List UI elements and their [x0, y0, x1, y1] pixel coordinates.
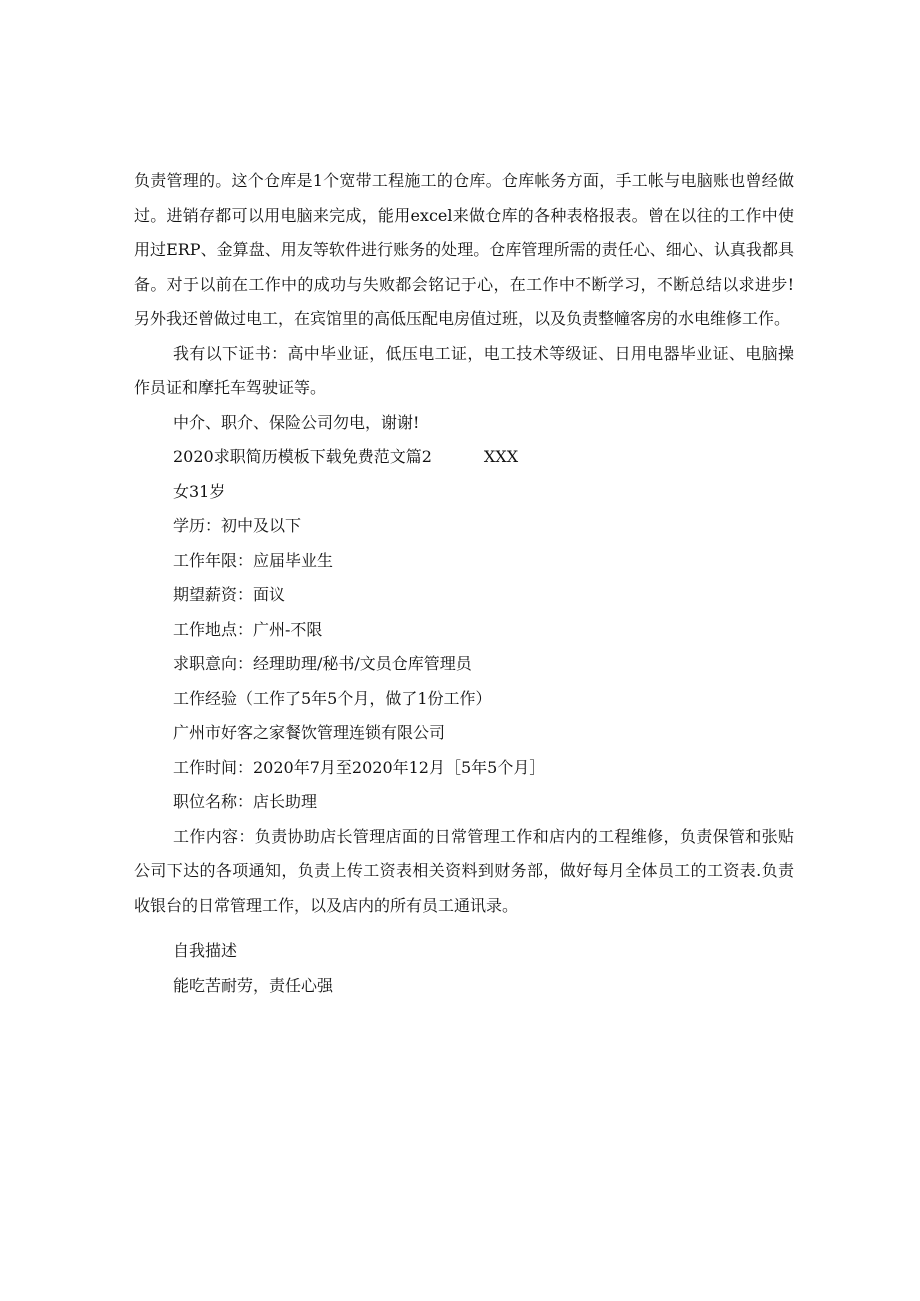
work-years: 工作年限：应届毕业生	[173, 550, 334, 570]
work-experience: 工作经验（工作了5年5个月，做了1份工作）	[173, 688, 492, 708]
job-intent: 求职意向：经理助理/秘书/文员仓库管理员	[173, 654, 472, 673]
self-description-heading: 自我描述	[173, 941, 238, 960]
expected-salary: 期望薪资：面议	[173, 585, 286, 604]
paragraph-certificates: 我有以下证书：高中毕业证，低压电工证，电工技术等级证、日用电器毕业证、电脑操作员证和摩托车驾驶证等。	[134, 343, 794, 397]
position-title: 职位名称：店长助理	[173, 792, 318, 811]
resume-title: 2020求职简历模板下载免费范文篇2	[173, 447, 432, 466]
company-name: 广州市好客之家餐饮管理连锁有限公司	[173, 723, 446, 742]
document-body	[134, 164, 794, 1003]
job-content: 工作内容：负责协助店长管理店面的日常管理工作和店内的工程维修，负责保管和张贴公司下达的各项通知，负责上传工资表相关资料到财务部，做好每月全体员工的工资表.负责收银台的日常管理工作，以及店内的所有员工通讯录。	[134, 826, 794, 915]
work-time: 工作时间：2020年7月至2020年12月［5年5个月］	[173, 757, 546, 777]
work-location: 工作地点：广州-不限	[173, 619, 323, 639]
resume-title-line	[134, 440, 794, 475]
no-agencies-note: 中介、职介、保险公司勿电，谢谢!	[173, 412, 420, 432]
education: 学历：初中及以下	[173, 516, 302, 535]
self-description-text: 能吃苦耐劳，责任心强	[173, 975, 334, 995]
paragraph-warehouse-experience: 负责管理的。这个仓库是1个宽带工程施工的仓库。仓库帐务方面，手工帐与电脑账也曾经做过。进销存都可以用电脑来完成，能用excel来做仓库的各种表格报表。曾在以往的工作中使用过ERP、金算盘、用友等软件进行账务的处理。仓库管理所需的责任心、细心、认真我都具备。对于以前在工作中的成功与失败都会铭记于心，在工作中不断学习，不断总结以求进步!另外我还曾做过电工，在宾馆里的高低压配电房值过班，以及负责整幢客房的水电维修工作。	[134, 171, 794, 328]
gender-age: 女31岁	[173, 481, 226, 501]
resume-name: XXX	[483, 447, 519, 466]
